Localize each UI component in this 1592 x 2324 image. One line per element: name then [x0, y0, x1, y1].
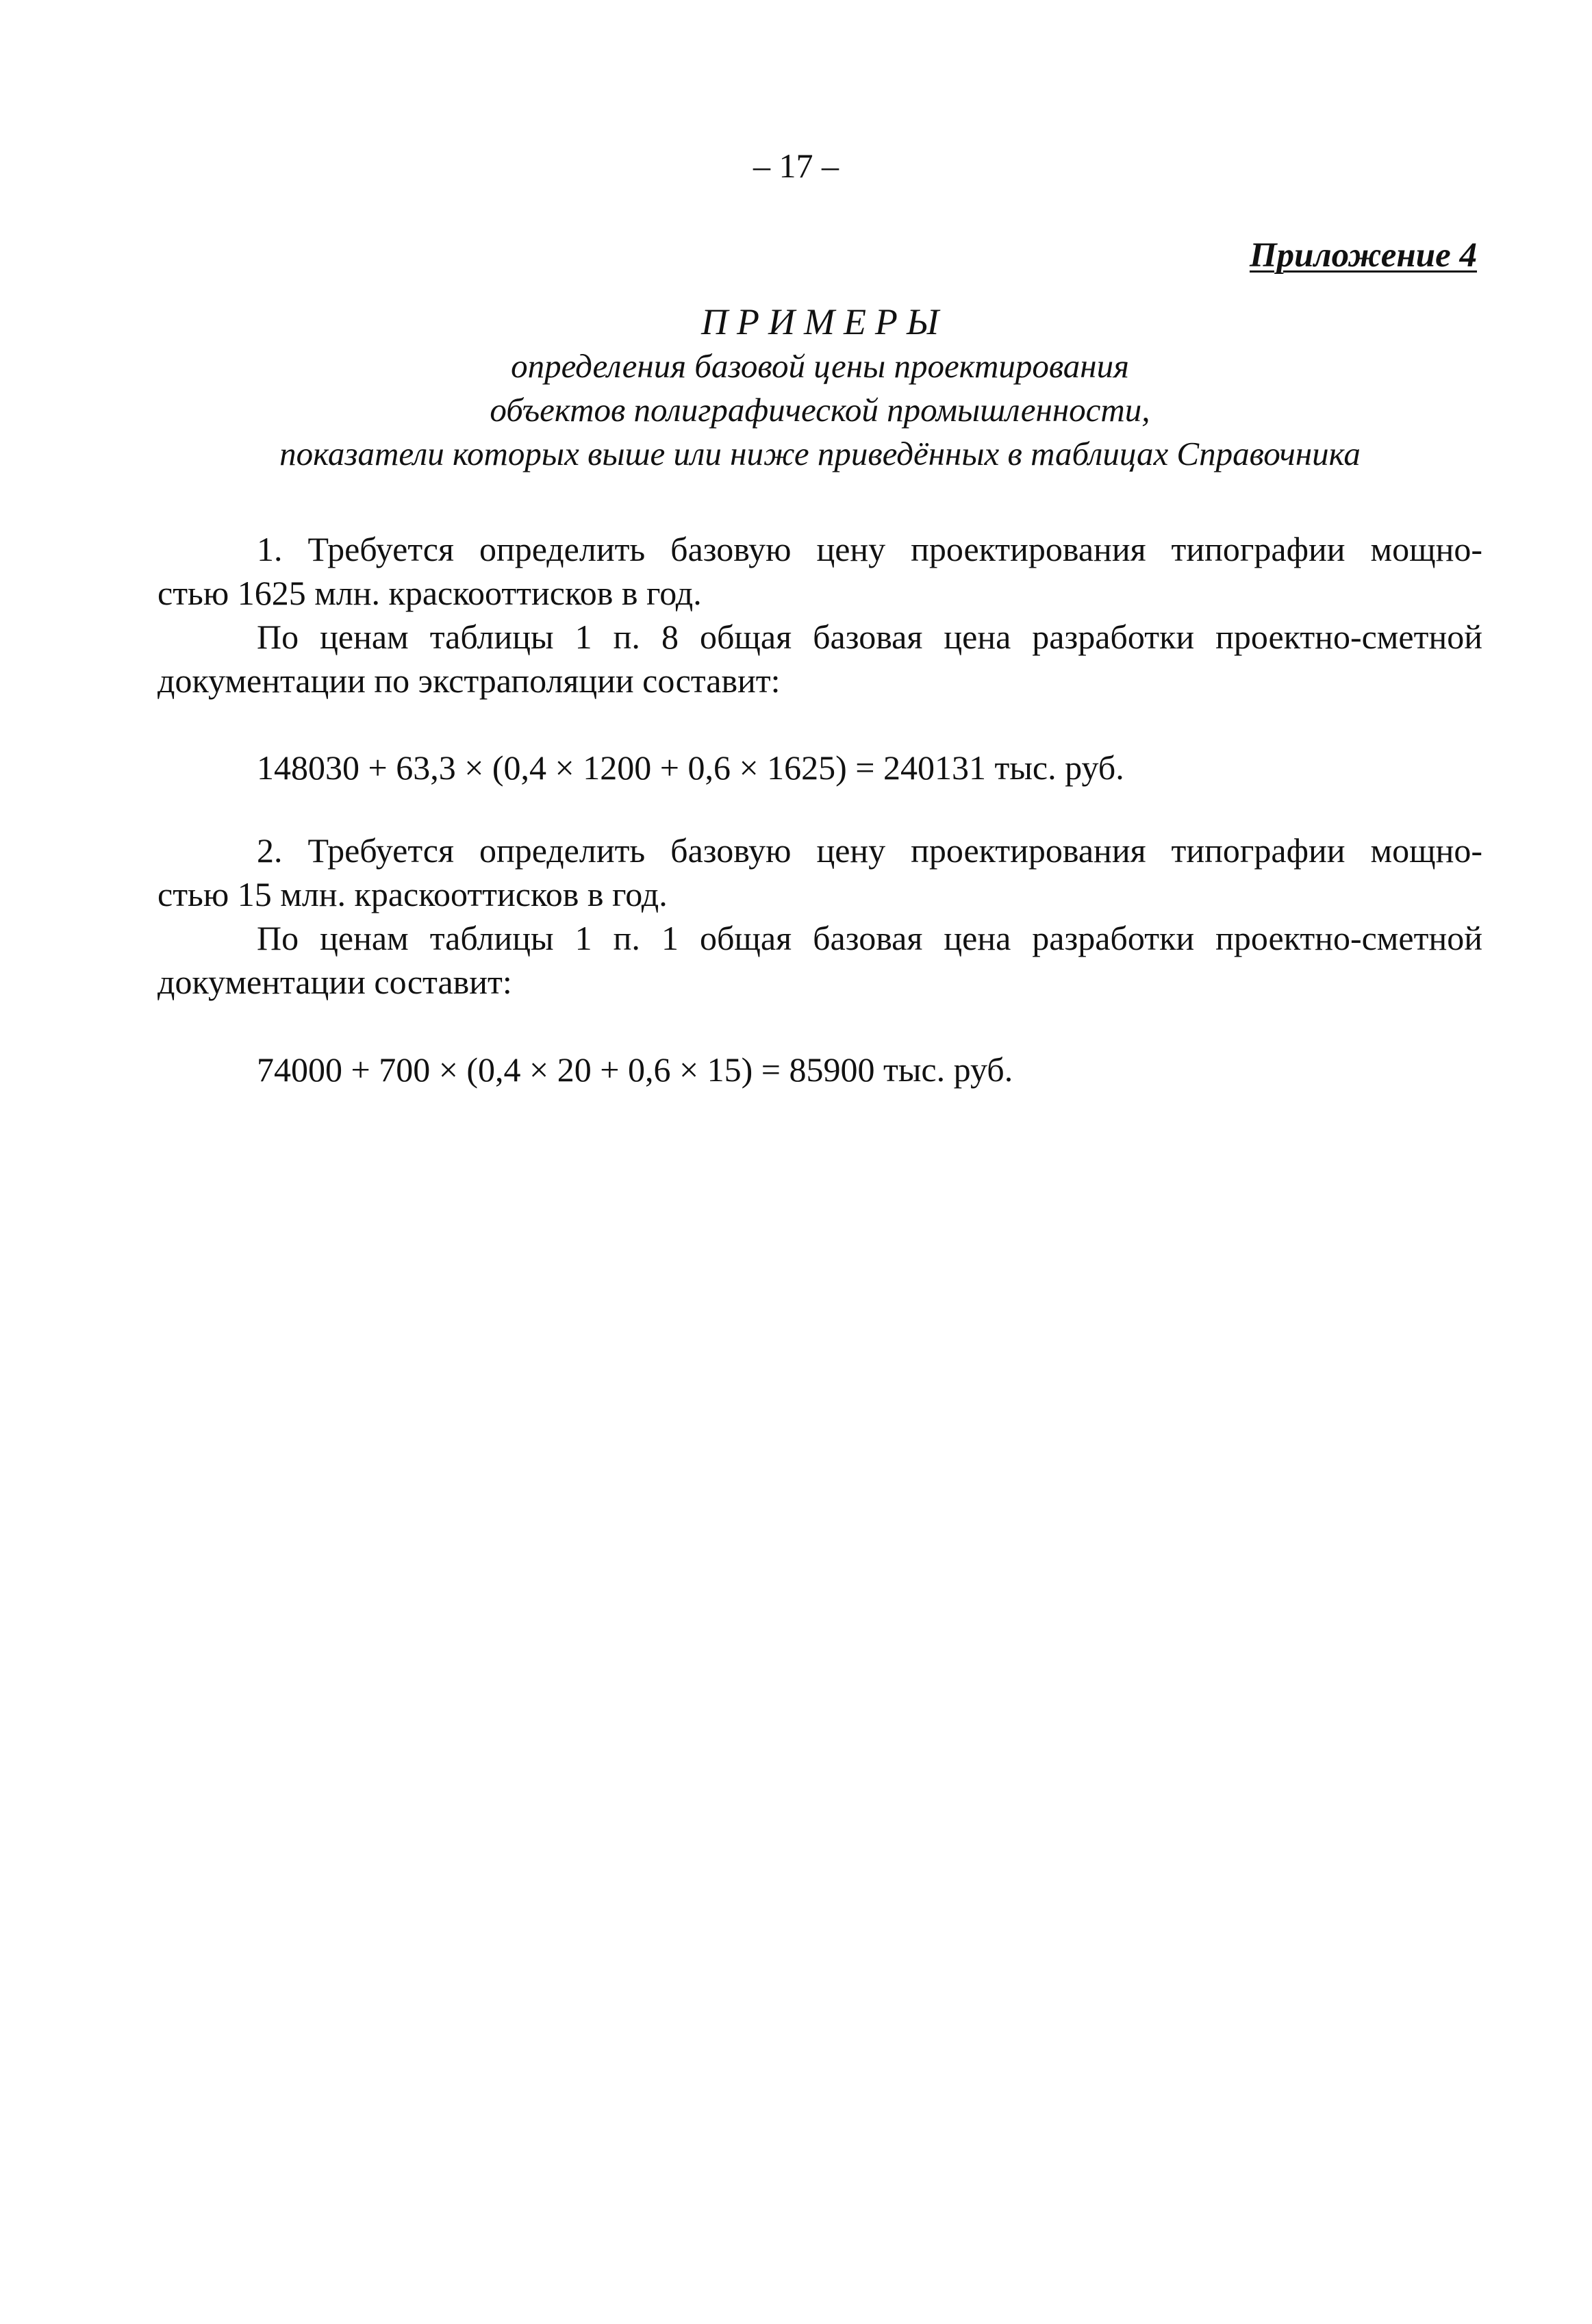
example-1-calc-line-1: По ценам таблицы 1 п. 8 общая базовая цена разработки проектно-сметной — [257, 618, 1482, 656]
example-1-task — [157, 527, 1482, 615]
example-2-calc-line-2: документации составит: — [157, 963, 512, 1001]
example-1-calc-line-2: документации по экстраполяции составит: — [157, 661, 781, 700]
example-1-task-line-2: стью 1625 млн. краскооттисков в год. — [157, 574, 702, 612]
title-main: ПРИМЕРЫ — [700, 301, 948, 342]
example-2-task-line-1: 2. Требуется определить базовую цену проектирования типографии мощно- — [257, 831, 1482, 870]
example-1-calculation — [157, 615, 1482, 703]
example-2-task-line-2: стью 15 млн. краскооттисков в год. — [157, 875, 668, 913]
title-line-1: определения базовой цены проектирования — [511, 347, 1129, 385]
example-1-formula: 148030 + 63,3 × (0,4 × 1200 + 0,6 × 1625) = 240131 тыс. руб. — [257, 748, 1124, 787]
title-line-2: объектов полиграфической промышленности, — [490, 391, 1150, 429]
example-2-calc-line-1: По ценам таблицы 1 п. 1 общая базовая цена разработки проектно-сметной — [257, 919, 1482, 957]
example-2-task — [157, 829, 1482, 916]
example-1-task-line-1: 1. Требуется определить базовую цену проектирования типографии мощно- — [257, 530, 1482, 568]
document-title — [157, 299, 1482, 476]
example-2-formula: 74000 + 700 × (0,4 × 20 + 0,6 × 15) = 85900 тыс. руб. — [257, 1050, 1013, 1089]
appendix-label: Приложение 4 — [1249, 236, 1477, 275]
page-number: – 17 – — [753, 147, 839, 185]
example-2-calculation — [157, 916, 1482, 1004]
title-line-3: показатели которых выше или ниже приведённых в таблицах Справочника — [279, 435, 1361, 472]
